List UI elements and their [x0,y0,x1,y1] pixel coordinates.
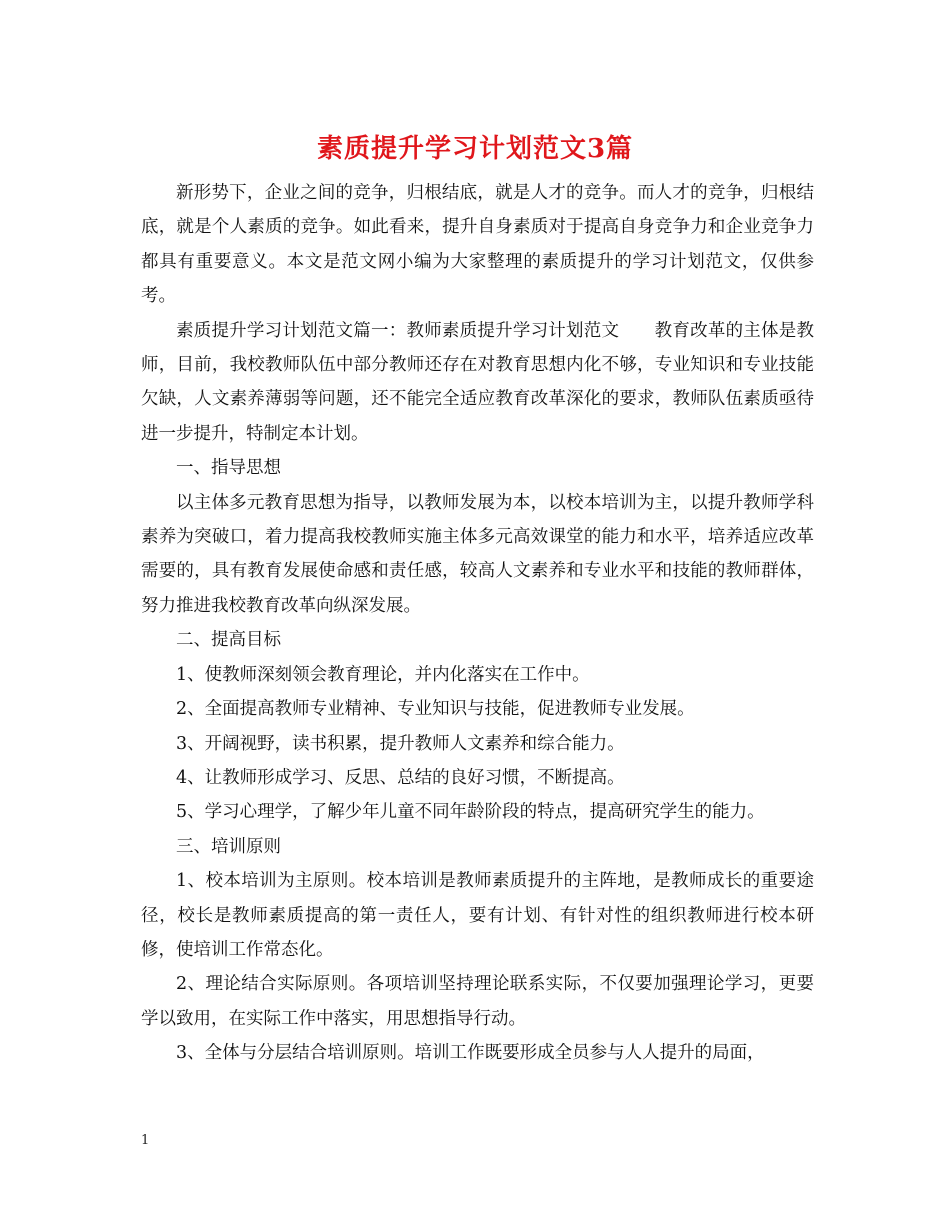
document-title: 素质提升学习计划范文3篇 [316,134,634,164]
goal-item-4: 4、让教师形成学习、反思、总结的良好习惯，不断提高。 [176,767,625,788]
document-body [141,176,814,1071]
paragraph-guiding-ideology: 以主体多元教育思想为指导，以教师发展为本，以校本培训为主，以提升教师学科素养为突破口，着力提高我校教师实施主体多元高效课堂的能力和水平，培养适应改革需要的，具有教育发展使命感和责任感，较高人文素养和专业水平和技能的教师群体，努力推进我校教育改革向纵深发展。 [141,492,814,616]
paragraph-section-one-intro: 素质提升学习计划范文篇一：教师素质提升学习计划范文 教育改革的主体是教师，目前，我校教师队伍中部分教师还存在对教育思想内化不够，专业知识和专业技能欠缺，人文素养薄弱等问题，还不能完全适应教育改革深化的要求，教师队伍素质亟待进一步提升，特制定本计划。 [141,320,814,444]
page-number: 1 [141,1133,150,1148]
paragraph-intro: 新形势下，企业之间的竞争，归根结底，就是人才的竞争。而人才的竞争，归根结底，就是个人素质的竞争。如此看来，提升自身素质对于提高自身竞争力和企业竞争力都具有重要意义。本文是范文网小编为大家整理的素质提升的学习计划范文，仅供参考。 [141,183,814,307]
goal-item-3: 3、开阔视野，读书积累，提升教师人文素养和综合能力。 [176,733,625,754]
heading-training-principles: 三、培训原则 [176,836,281,857]
principle-item-1: 1、校本培训为主原则。校本培训是教师素质提升的主阵地，是教师成长的重要途径，校长是教师素质提高的第一责任人，要有计划、有针对性的组织教师进行校本研修，使培训工作常态化。 [141,871,814,960]
principle-item-3: 3、全体与分层结合培训原则。培训工作既要形成全员参与人人提升的局面， [176,1043,765,1064]
heading-guiding-ideology: 一、指导思想 [176,458,281,479]
goal-item-5: 5、学习心理学，了解少年儿童不同年龄阶段的特点，提高研究学生的能力。 [176,802,765,823]
principle-item-2: 2、理论结合实际原则。各项培训坚持理论联系实际，不仅要加强理论学习，更要学以致用，在实际工作中落实，用思想指导行动。 [141,974,814,1029]
goal-item-1: 1、使教师深刻领会教育理论，并内化落实在工作中。 [176,664,590,685]
goal-item-2: 2、全面提高教师专业精神、专业知识与技能，促进教师专业发展。 [176,699,695,720]
heading-improvement-goals: 二、提高目标 [176,630,281,651]
